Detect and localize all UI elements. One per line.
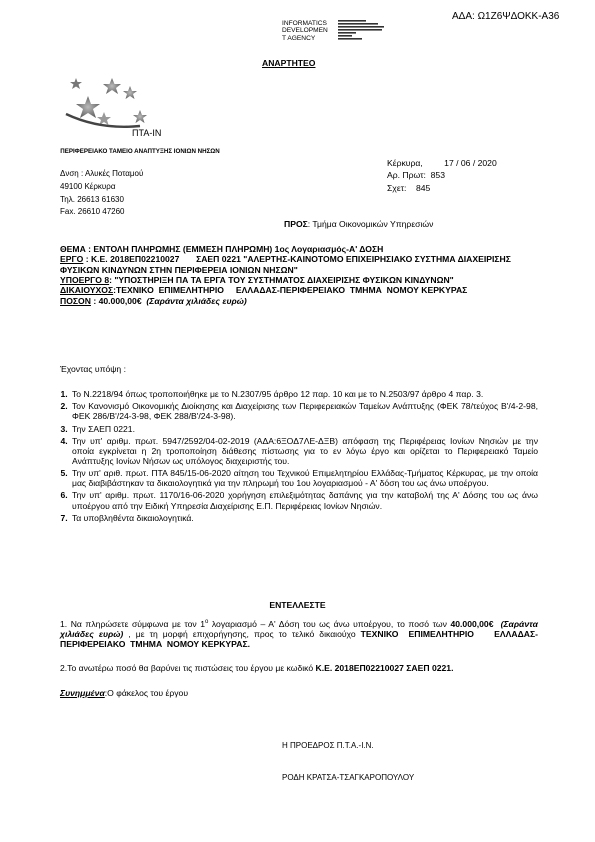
decision-1-beneficiary: ΤΕΧΝΙΚΟ ΕΠΙΜΕΛΗΤΗΡΙΟ ΕΛΛΑΔΑΣ-ΠΕΡΙΦΕΡΕΙΑΚΟ ΤΜΗΜΑ ΝΟΜΟΥ ΚΕΡΚΥΡΑΣ. (60, 629, 538, 650)
decision-1-words: (Σαράντα χιλιάδες ευρώ) (60, 619, 538, 640)
dikaiouxos-text: :ΤΕΧΝΙΚΟ ΕΠΙΜΕΛΗΤΗΡΙΟ ΕΛΛΑΔΑΣ-ΠΕΡΙΦΕΡΕΙΑΚΟ ΤΜΗΜΑ ΝΟΜΟΥ ΚΕΡΚΥΡΑΣ (113, 285, 468, 296)
address-fax: Fax. 26610 47260 (60, 207, 125, 217)
consideration-item: 2. Τον Κανονισμό Οικονομικής Διοίκησης και Διαχείρισης των Περιφερειακών Ταμείων Ανάπτυξης (ΦΕΚ 78/τεύχος Β'/4-2-98, ΦΕΚ 286/Β'/24-3-98, ΦΕΚ 288/Β'/24-3-98). (70, 401, 538, 421)
poson-label: ΠΟΣΟΝ (60, 295, 91, 306)
document-title: ΑΝΑΡΤΗΤΕΟ (262, 58, 316, 68)
poson-words: (Σαράντα χιλιάδες ευρώ) (146, 295, 247, 306)
idika-line-2: DEVELOPMEN (282, 27, 328, 35)
attachments-text: :Ο φάκελος του έργου (104, 687, 189, 698)
decision-2-code: Κ.Ε. 2018ΕΠ02210027 ΣΑΕΠ 0221. (315, 663, 454, 674)
decision-1-post: , με τη μορφή επιχορήγησης, προς το τελικό δικαιούχο (123, 629, 361, 640)
idika-line-3: T AGENCY (282, 34, 316, 42)
signatory-role: Η ΠΡΟΕΔΡΟΣ Π.Τ.Α.-Ι.Ν. (282, 741, 374, 750)
poson-value: : 40.000,00€ (90, 295, 142, 306)
address-street: Δνση : Αλυκές Ποταμού (60, 169, 144, 178)
subject-poson (60, 296, 538, 306)
decision-1-pre: 1. Να πληρώσετε σύμφωνα με τον 1 (60, 619, 205, 629)
subject-thema: ΘΕΜΑ : ΕΝΤΟΛΗ ΠΛΗΡΩΜΗΣ (ΕΜΜΕΣΗ ΠΛΗΡΩΜΗ) 1ος Λογαριασμός-Α' ΔΟΣΗ (60, 244, 384, 254)
idika-greek-stamp-graphic (338, 19, 408, 50)
idika-fine-print-icon (338, 19, 408, 49)
idika-line-1: INFORMATICS (282, 20, 327, 27)
ergo-text: : Κ.Ε. 2018ΕΠ02210027 ΣΑΕΠ 0221 "ΑΛΕΡΤΗΣ-ΚΑΙΝΟΤΟΜΟ ΕΠΙΧΕΙΡΗΣΙΑΚΟ ΣΥΣΤΗΜΑ ΔΙΑΧΕΙΡΙΣΗΣ ΦΥΣΙΚΩΝ ΚΙΝΔΥΝΩΝ ΣΤΗΝ ΠΕΡΙΦΕΡΕΙΑ ΙΟΝΙΩΝ ΝΗΣΩΝ" (60, 254, 514, 275)
subject-dikaiouxos (60, 285, 538, 295)
related-number: Σχετ: 845 (387, 182, 431, 193)
decision-2 (60, 663, 538, 673)
subject-ypoergo (60, 275, 538, 285)
considerations-list (60, 389, 538, 523)
ergo-label: ΕΡΓΟ (60, 254, 84, 265)
address-block (60, 168, 143, 219)
ada-code: ΑΔΑ: Ω1Ζ6ΨΔΟΚΚ-Α36 (452, 11, 560, 22)
consideration-item: 6. Την υπ' αριθμ. πρωτ. 1170/16-06-2020 χορήγηση επιλεξιμότητας δαπάνης για την καταβολή της Α' Δόσης του ως άνω υποέργου από την Ειδική Υπηρεσία Διαχείρισης Ε.Π. Περιφέρειας Ιονίων Νησιών. (70, 490, 538, 510)
consideration-item: 4. Την υπ' αριθμ. πρωτ. 5947/2592/04-02-2019 (ΑΔΑ:6ΞΟΔ7ΛΕ-ΔΞΒ) απόφαση της Περιφέρειας Ιονίων Νησιών με την οποία εγκρίνεται η 2η τροποποίηση διάθεσης πίστωσης για το εν λόγω έργο και ορίζεται το Περιφερειακό Ταμείο Ανάπτυξης Ιονίων Νήσων ως υπόλογος διαχειριστής του. (70, 436, 538, 466)
recipient-label: ΠΡΟΣ (284, 219, 308, 229)
decision-block (60, 619, 538, 698)
consideration-item: 1. Το Ν.2218/94 όπως τροποποιήθηκε με το Ν.2307/95 άρθρο 12 παρ. 10 και με το Ν.2503/97 άρθρο 4 παρ. 3. (70, 389, 538, 399)
decision-1-sup: ο (205, 619, 209, 626)
address-city: 49100 Κέρκυρα (60, 181, 116, 191)
entellesthe-heading: ΕΝΤΕΛΛΕΣΤΕ (269, 600, 326, 610)
dikaiouxos-label: ΔΙΚΑΙΟΥΧΟΣ (60, 285, 114, 296)
consideration-item: 7. Τα υποβληθέντα δικαιολογητικά. (70, 513, 538, 523)
signatory-name: ΡΟΔΗ ΚΡΑΤΣΑ-ΤΣΑΓΚΑΡΟΠΟΥΛΟΥ (282, 773, 415, 782)
recipient (284, 219, 433, 229)
having-seen-label: Έχοντας υπόψη : (60, 364, 126, 374)
ypoergo-label: ΥΠΟΕΡΓΟ 8 (60, 274, 110, 285)
decision-1-mid: λογαριασμό – Α' Δόση του ως άνω υποέργου, το ποσό των (208, 619, 451, 629)
ypoergo-text: : "ΥΠΟΣΤΗΡΙΞΗ ΠΑ ΤΑ ΕΡΓΑ ΤΟΥ ΣΥΣΤΗΜΑΤΟΣ ΔΙΑΧΕΙΡΙΣΗΣ ΦΥΣΙΚΩΝ ΚΙΝΔΥΝΩΝ" (109, 274, 454, 285)
subject-block (60, 244, 538, 306)
decision-2-pre: 2.Το ανωτέρω ποσό θα βαρύνει τις πιστώσεις του έργου με κωδικό (60, 663, 316, 674)
decision-1-amount: 40.000,00€ (450, 619, 494, 629)
logo-text: ΠΤΑ-ΙΝ (132, 128, 162, 138)
attachments (60, 688, 538, 698)
attachments-label: Συνημμένα (60, 687, 105, 698)
subject-ergo (60, 254, 538, 275)
consideration-item: 5. Την υπ' αριθ. πρωτ. ΠΤΑ 845/15-06-2020 αίτηση του Τεχνικού Επιμελητηρίου Ελλάδας-Τμήματος Κέρκυρας, με την οποία μας διαβιβάστηκαν τα δικαιολογητικά για την πληρωμή του 1ου λογαριασμού - Α' δόση του ως άνω υποέργου. (70, 468, 538, 488)
decision-1 (60, 619, 538, 649)
recipient-value: : Τμήμα Οικονομικών Υπηρεσιών (307, 219, 434, 229)
place-date: Κέρκυρα, 17 / 06 / 2020 (387, 158, 497, 168)
consideration-item: 3. Την ΣΑΕΠ 0221. (70, 424, 538, 434)
protocol-number: Αρ. Πρωτ: 853 (387, 170, 445, 181)
address-tel: Τηλ. 26613 61630 (60, 194, 124, 204)
organization-name: ΠΕΡΙΦΕΡΕΙΑΚΟ ΤΑΜΕΙΟ ΑΝΑΠΤΥΞΗΣ ΙΟΝΙΩΝ ΝΗΣΩΝ (60, 148, 220, 155)
document-meta (387, 157, 497, 194)
considerations (60, 364, 538, 525)
